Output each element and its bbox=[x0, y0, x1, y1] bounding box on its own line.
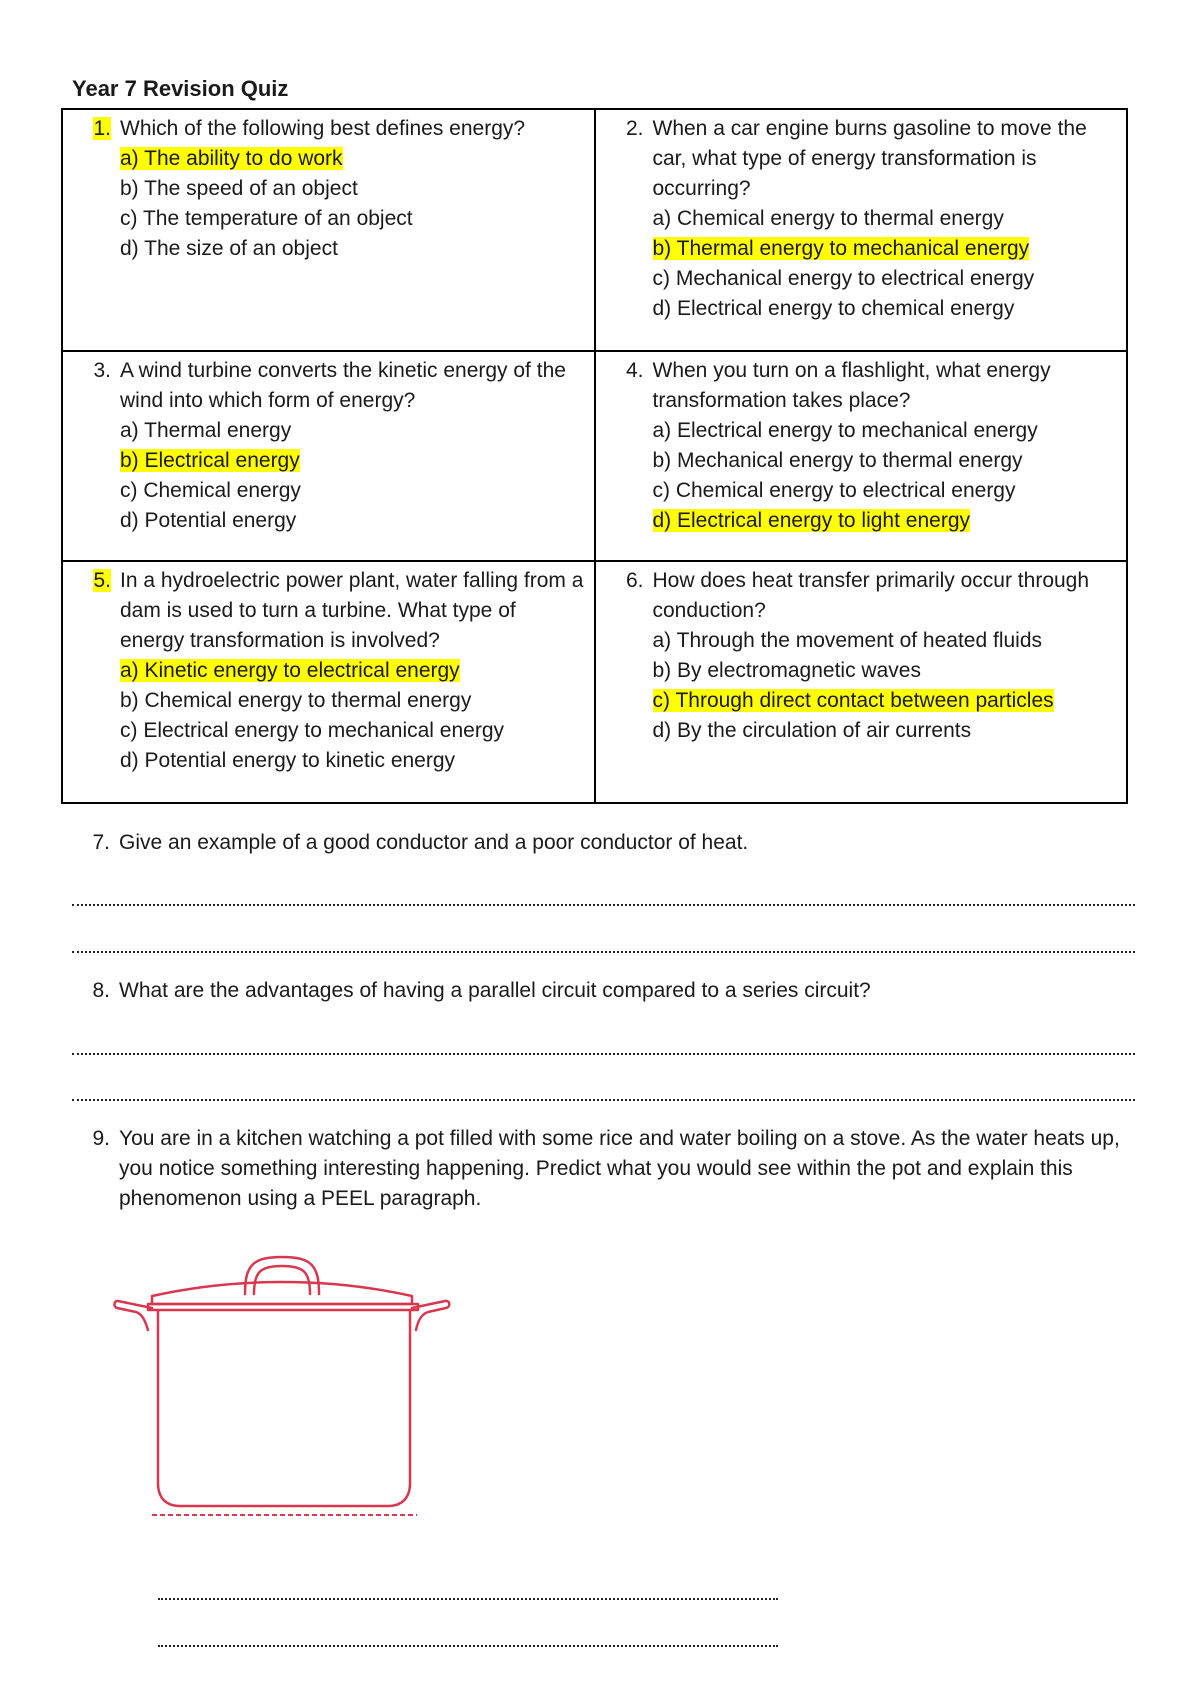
question-number-3: 3. bbox=[93, 359, 111, 382]
question-number-8: 8. bbox=[92, 979, 110, 1002]
question-number-4: 4. bbox=[625, 359, 644, 382]
answer-line[interactable] bbox=[72, 951, 1135, 953]
cooking-pot-icon bbox=[112, 1228, 462, 1518]
question-number-2: 2. bbox=[625, 117, 644, 140]
answer-line[interactable] bbox=[72, 1053, 1135, 1055]
option-1b: b) The speed of an object bbox=[120, 177, 358, 200]
option-3a: a) Thermal energy bbox=[120, 419, 292, 442]
option-5b: b) Chemical energy to thermal energy bbox=[120, 689, 472, 712]
question-cell-3 bbox=[62, 351, 595, 561]
answer-line[interactable] bbox=[158, 1598, 778, 1600]
option-1a: a) The ability to do work bbox=[120, 147, 343, 170]
question-text-8: What are the advantages of having a parallel circuit compared to a series circuit? bbox=[119, 979, 871, 1002]
question-text-3: A wind turbine converts the kinetic energy of the wind into which form of energy? bbox=[120, 359, 566, 412]
question-number-7: 7. bbox=[92, 831, 110, 854]
option-6d: d) By the circulation of air currents bbox=[652, 719, 972, 742]
question-text-9: You are in a kitchen watching a pot filled with some rice and water boiling on a stove. As the water heats up, you notice something interesting happening. Predict what you would see within the pot and explain this phenomenon using a PEEL paragraph. bbox=[119, 1127, 1120, 1210]
option-5a: a) Kinetic energy to electrical energy bbox=[120, 659, 460, 682]
question-cell-2 bbox=[595, 109, 1128, 351]
question-number-1: 1. bbox=[93, 117, 111, 140]
answer-line[interactable] bbox=[72, 904, 1135, 906]
option-4c: c) Chemical energy to electrical energy bbox=[652, 479, 1016, 502]
open-question-7 bbox=[72, 828, 1132, 858]
option-1c: c) The temperature of an object bbox=[120, 207, 413, 230]
option-6a: a) Through the movement of heated fluids bbox=[652, 629, 1043, 652]
option-2c: c) Mechanical energy to electrical energy bbox=[652, 267, 1035, 290]
question-number-5: 5. bbox=[93, 569, 111, 592]
option-4b: b) Mechanical energy to thermal energy bbox=[652, 449, 1023, 472]
option-5c: c) Electrical energy to mechanical energy bbox=[120, 719, 505, 742]
question-text-6: How does heat transfer primarily occur through conduction? bbox=[652, 569, 1090, 622]
question-text-1: Which of the following best defines energy? bbox=[120, 117, 526, 140]
open-question-9 bbox=[72, 1124, 1132, 1214]
question-cell-5 bbox=[62, 561, 595, 803]
option-2b: b) Thermal energy to mechanical energy bbox=[652, 237, 1030, 260]
option-5d: d) Potential energy to kinetic energy bbox=[120, 749, 456, 772]
question-text-4: When you turn on a flashlight, what energy transformation takes place? bbox=[652, 359, 1051, 412]
quiz-title: Year 7 Revision Quiz bbox=[72, 76, 289, 101]
question-number-6: 6. bbox=[625, 569, 644, 592]
question-cell-4 bbox=[595, 351, 1128, 561]
option-4d: d) Electrical energy to light energy bbox=[652, 509, 970, 532]
option-4a: a) Electrical energy to mechanical energy bbox=[652, 419, 1038, 442]
option-6b: b) By electromagnetic waves bbox=[652, 659, 921, 682]
option-2a: a) Chemical energy to thermal energy bbox=[652, 207, 1004, 230]
multiple-choice-table bbox=[61, 108, 1128, 804]
open-question-8 bbox=[72, 976, 1132, 1006]
question-cell-1 bbox=[62, 109, 595, 351]
question-number-9: 9. bbox=[92, 1127, 110, 1150]
question-text-5: In a hydroelectric power plant, water falling from a dam is used to turn a turbine. What type of energy transformation is involved? bbox=[120, 569, 584, 652]
option-1d: d) The size of an object bbox=[120, 237, 338, 260]
question-text-2: When a car engine burns gasoline to move the car, what type of energy transformation is occurring? bbox=[652, 117, 1087, 200]
answer-line[interactable] bbox=[72, 1099, 1135, 1101]
option-3d: d) Potential energy bbox=[120, 509, 297, 532]
answer-line[interactable] bbox=[158, 1645, 778, 1647]
option-3b: b) Electrical energy bbox=[120, 449, 300, 472]
question-cell-6 bbox=[595, 561, 1128, 803]
option-3c: c) Chemical energy bbox=[120, 479, 301, 502]
option-2d: d) Electrical energy to chemical energy bbox=[652, 297, 1015, 320]
question-text-7: Give an example of a good conductor and a poor conductor of heat. bbox=[119, 831, 749, 854]
option-6c: c) Through direct contact between particles bbox=[652, 689, 1054, 712]
